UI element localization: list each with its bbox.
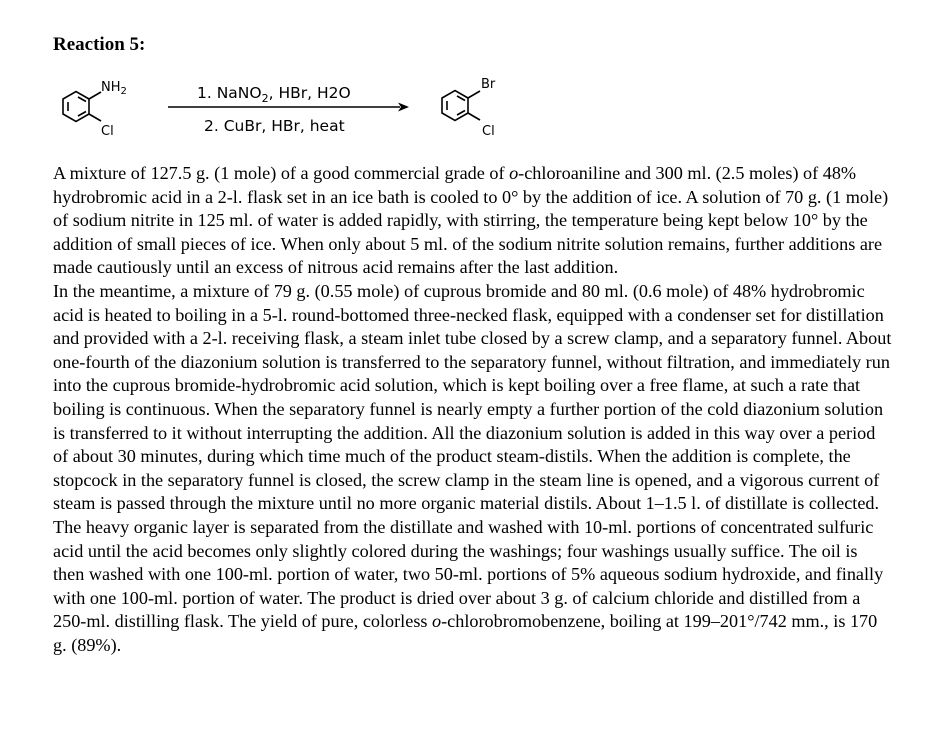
- reaction-heading: Reaction 5:: [53, 34, 146, 55]
- paragraph-1: A mixture of 127.5 g. (1 mole) of a good commercial grade of o-chloroaniline and 300 ml. (2.5 moles) of 48% hydrobromic acid in a 2-l. flask set in an ice bath is cooled to 0° by the addition of ice. A solution of 70 g. (1 mole) of sodium nitrite in 125 ml. of water is added rapidly, with stirring, the temperature being kept below 10° by the addition of small pieces of ice. When only about 5 ml. of the sodium nitrite solution remains, further additions are made cautiously until an excess of nitrous acid remains after the last addition.: [53, 163, 889, 278]
- reactant-structure: [63, 92, 101, 122]
- conditions-step2: 2. CuBr, HBr, heat: [204, 117, 345, 135]
- procedure-text: [53, 162, 893, 657]
- product-structure: [442, 91, 480, 121]
- reactant-cl-label: Cl: [101, 124, 114, 139]
- reactant-cl-bond: [89, 114, 101, 121]
- product-br-bond: [468, 91, 480, 98]
- reaction-scheme: [0, 0, 929, 160]
- product-cl-label: Cl: [482, 124, 495, 139]
- reactant-benzene-ring: [63, 92, 89, 122]
- paragraph-3: The heavy organic layer is separated from the distillate and washed with 10-ml. portions of concentrated sulfuric acid until the acid becomes only slightly colored during the washings; four washings usually suffice. The oil is then washed with one 100-ml. portion of water, two 50-ml. portions of 5% aqueous sodium hydroxide, and finally with one 100-ml. portion of water. The product is dried over about 3 g. of calcium chloride and distilled from a 250-ml. distilling flask. The yield of pure, colorless o-chlorobromobenzene, boiling at 199–201°/742 mm., is 170 g. (89%).: [53, 516, 884, 655]
- paragraph-2: In the meantime, a mixture of 79 g. (0.55 mole) of cuprous bromide and 80 ml. (0.6 mole) of 48% hydrobromic acid is heated to boiling in a 5-l. round-bottomed three-necked flask, equipped with a condenser set for distillation and provided with a 2-l. receiving flask, a steam inlet tube closed by a screw clamp, and a separatory funnel. About one-fourth of the diazonium solution is transferred to the separatory funnel, without filtration, and immediately run into the cuprous bromide-hydrobromic acid solution, which is kept boiling over a free flame, at such a rate that boiling is continuous. When the separatory funnel is nearly empty a further portion of the cold diazonium solution is transferred to it without interrupting the addition. All the diazonium solution is added in this way over a period of about 30 minutes, during which time much of the product steam-distils. When the addition is complete, the stopcock in the separatory funnel is closed, the screw clamp in the steam line is opened, and a vigorous current of steam is passed through the mixture until no more organic material distils. About 1–1.5 l. of distillate is collected.: [53, 280, 892, 514]
- conditions-step1: 1. NaNO$_2$, HBr, H2O: [197, 84, 351, 105]
- reactant-nh2-label: $NH_2$: [101, 80, 127, 97]
- product-benzene-ring: [442, 91, 468, 121]
- reactant-nh2-bond: [89, 92, 101, 99]
- product-br-label: Br: [481, 77, 496, 92]
- product-cl-bond: [468, 113, 480, 120]
